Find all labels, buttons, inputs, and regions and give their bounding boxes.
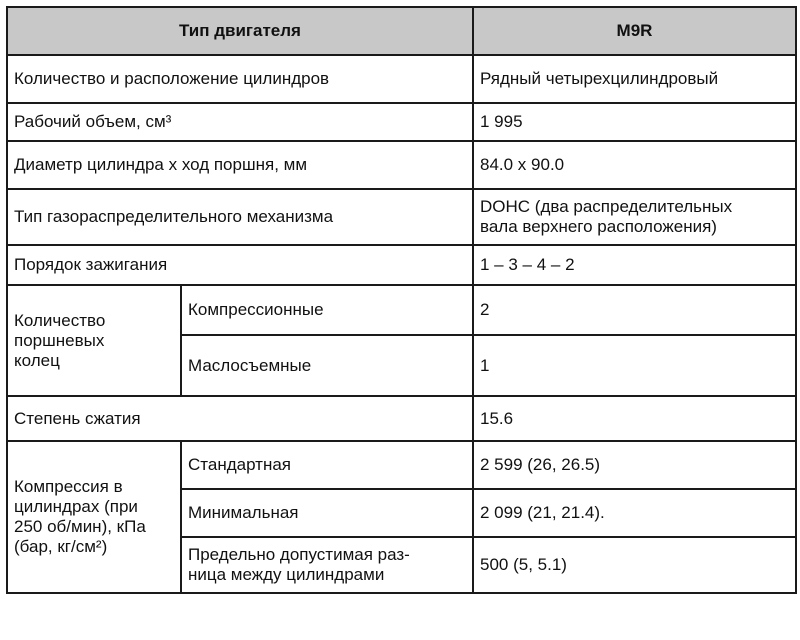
table-row — [7, 189, 796, 245]
row-value-minimum: 2 099 (21, 21.4). — [473, 489, 796, 537]
table-row — [7, 141, 796, 189]
row-label-bore-stroke: Диаметр цилиндра х ход поршня, мм — [7, 141, 473, 189]
row-sublabel-minimum: Минимальная — [181, 489, 473, 537]
row-sublabel-max-difference: Предельно допустимая раз- ница между цилиндрами — [181, 537, 473, 593]
row-sublabel-oil-rings: Маслосъемные — [181, 335, 473, 396]
row-label-firing-order: Порядок зажигания — [7, 245, 473, 285]
engine-spec-table — [6, 6, 797, 594]
row-label-piston-rings: Количество поршневых колец — [7, 285, 181, 396]
row-label-displacement: Рабочий объем, см³ — [7, 103, 473, 141]
header-engine-model: M9R — [473, 7, 796, 55]
row-label-cylinders: Количество и расположение цилиндров — [7, 55, 473, 103]
row-value-oil-rings: 1 — [473, 335, 796, 396]
table-row — [7, 103, 796, 141]
table-header-row — [7, 7, 796, 55]
row-label-compression-ratio: Степень сжатия — [7, 396, 473, 441]
table-row — [7, 285, 796, 335]
row-value-bore-stroke: 84.0 x 90.0 — [473, 141, 796, 189]
table-row — [7, 441, 796, 489]
row-value-firing-order: 1 – 3 – 4 – 2 — [473, 245, 796, 285]
table-row — [7, 245, 796, 285]
row-label-cylinder-compression: Компрессия в цилиндрах (при 250 об/мин), кПа (бар, кг/см²) — [7, 441, 181, 593]
row-value-compression-ratio: 15.6 — [473, 396, 796, 441]
row-value-valvetrain: DOHC (два распределительных вала верхнего расположения) — [473, 189, 796, 245]
table-row — [7, 396, 796, 441]
row-sublabel-standard: Стандартная — [181, 441, 473, 489]
header-engine-type: Тип двигателя — [7, 7, 473, 55]
table-row — [7, 55, 796, 103]
row-value-standard: 2 599 (26, 26.5) — [473, 441, 796, 489]
row-value-max-difference: 500 (5, 5.1) — [473, 537, 796, 593]
row-sublabel-compression-rings: Компрессионные — [181, 285, 473, 335]
row-value-cylinders: Рядный четырехцилиндровый — [473, 55, 796, 103]
row-label-valvetrain: Тип газораспределительного механизма — [7, 189, 473, 245]
row-value-compression-rings: 2 — [473, 285, 796, 335]
row-value-displacement: 1 995 — [473, 103, 796, 141]
